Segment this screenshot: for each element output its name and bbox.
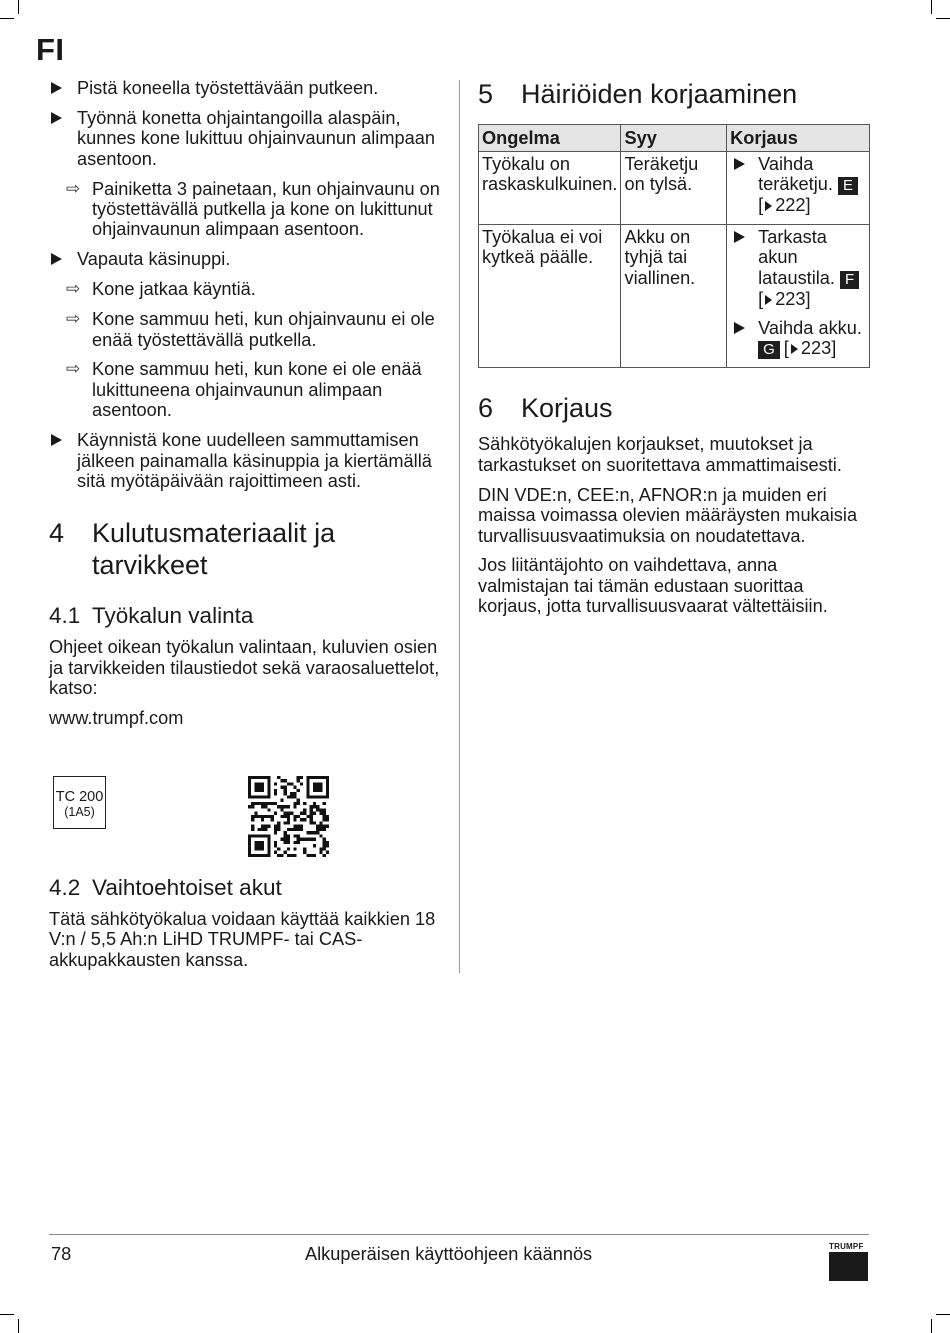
trumpf-logo xyxy=(829,1242,868,1281)
website-link[interactable]: www.trumpf.com xyxy=(49,708,184,729)
triangle-right-icon xyxy=(51,82,62,94)
step-text: Kone sammuu heti, kun kone ei ole enää lukittuneena ohjainvaunun alimpaan asentoon. xyxy=(92,359,422,421)
page-ref-icon xyxy=(791,344,798,354)
section-title: Vaihtoehtoiset akut xyxy=(92,875,282,900)
crop-mark xyxy=(931,1319,932,1333)
step-text: Kone jatkaa käyntiä. xyxy=(92,279,256,300)
column-header: Ongelma xyxy=(479,125,621,152)
section-6-body xyxy=(478,434,870,616)
fix-step xyxy=(730,154,866,216)
problem-cell: Työkalua ei voi kytkeä päälle. xyxy=(479,224,621,368)
section-5-heading xyxy=(478,78,870,110)
crop-mark xyxy=(18,1319,19,1333)
fix-cell xyxy=(727,224,870,368)
result-item xyxy=(49,359,444,420)
fix-text: Vaihda teräketju. xyxy=(758,154,833,195)
page-ref-number: 223 xyxy=(800,338,832,359)
section-title: Kulutusmateriaalit ja tarvikkeet xyxy=(92,518,336,581)
column-header: Korjaus xyxy=(727,125,870,152)
section-4-2-heading xyxy=(49,875,444,901)
triangle-right-icon xyxy=(51,112,62,124)
section-4-1-heading xyxy=(49,603,444,629)
section-6-heading xyxy=(478,392,870,424)
left-column-lower xyxy=(49,875,444,980)
page-reference[interactable]: [ 223] xyxy=(758,288,811,309)
logo-block xyxy=(829,1252,868,1281)
page-ref-number: 223 xyxy=(775,288,806,309)
outline-arrow-right-icon: ⇨ xyxy=(66,279,81,299)
result-item xyxy=(49,309,444,350)
table-header-row xyxy=(479,125,870,152)
crop-mark xyxy=(936,18,950,19)
fix-cell xyxy=(727,152,870,225)
section-4-2-text: Tätä sähkötyökalua voidaan käyttää kaikkien 18 V:n / 5,5 Ah:n LiHD TRUMPF- tai CAS-akkupakkausten kanssa. xyxy=(49,909,436,970)
step-text: Painiketta 3 painetaan, kun ohjainvaunu on työstettävällä putkella ja kone on lukittunut ohjainvaunun alimpaan asentoon. xyxy=(92,178,440,240)
instruction-steps xyxy=(49,78,444,491)
model-name: TC 200 xyxy=(55,789,104,805)
action-step xyxy=(49,430,444,491)
crop-mark xyxy=(0,1314,14,1315)
section-title: Työkalun valinta xyxy=(92,603,254,629)
crop-mark xyxy=(936,1314,950,1315)
section-number: 4.1 xyxy=(49,603,81,629)
fix-step xyxy=(730,227,866,309)
left-column xyxy=(49,78,444,738)
paragraph: Jos liitäntäjohto on vaihdettava, anna valmistajan tai tämän edustaan suorittaa korjaus, jotta turvallisuusvaarat vältettäisiin. xyxy=(478,555,828,617)
triangle-right-icon xyxy=(51,434,62,446)
page-number: 78 xyxy=(51,1244,72,1264)
problem-cell: Työkalu on raskaskulkuinen. xyxy=(479,152,621,225)
section-4-1-text: Ohjeet oikean työkalun valintaan, kuluvien osien ja tarvikkeiden tilaustiedot sekä varaosaluettelot, katso: xyxy=(49,637,440,699)
page-ref-icon xyxy=(765,295,772,305)
section-4-heading xyxy=(49,517,444,581)
fix-text: Vaihda akku. xyxy=(758,318,862,339)
triangle-right-icon xyxy=(734,158,745,170)
fix-step xyxy=(730,318,866,359)
cause-cell: Akku on tyhjä tai viallinen. xyxy=(621,224,727,368)
action-step xyxy=(49,249,444,269)
paragraph: DIN VDE:n, CEE:n, AFNOR:n ja muiden eri maissa voimassa olevien määräysten mukaisia turvallisuusvaatimuksia on noudatettava. xyxy=(478,484,858,546)
action-step xyxy=(49,78,444,98)
table-row xyxy=(479,152,870,225)
section-number: 4 xyxy=(49,518,65,549)
right-column xyxy=(478,78,870,626)
figure-badge: E xyxy=(838,177,858,195)
column-header: Syy xyxy=(621,125,727,152)
column-divider xyxy=(459,80,460,973)
triangle-right-icon xyxy=(734,322,745,334)
triangle-right-icon xyxy=(51,253,62,265)
section-number: 5 xyxy=(478,79,494,109)
section-title: Korjaus xyxy=(521,393,613,424)
result-item xyxy=(49,279,444,299)
step-text: Työnnä konetta ohjaintangoilla alaspäin, kunnes kone lukittuu ohjainvaunun alimpaan asentoon. xyxy=(77,107,435,169)
crop-mark xyxy=(0,18,14,19)
section-number: 6 xyxy=(478,393,494,424)
model-label xyxy=(53,776,106,829)
page-ref-number: 222 xyxy=(775,195,806,216)
qr-code-icon[interactable] xyxy=(248,776,329,857)
section-title: Häiriöiden korjaaminen xyxy=(521,79,798,109)
action-step xyxy=(49,108,444,169)
figure-badge: F xyxy=(840,271,859,289)
page-reference[interactable]: [ 222] xyxy=(758,195,811,216)
section-number: 4.2 xyxy=(49,875,81,900)
logo-text: TRUMPF xyxy=(829,1242,864,1251)
step-text: Käynnistä kone uudelleen sammuttamisen jälkeen painamalla käsinuppia ja kiertämällä sitä myötäpäivään rajoittimeen asti. xyxy=(77,430,432,491)
triangle-right-icon xyxy=(734,231,745,243)
outline-arrow-right-icon: ⇨ xyxy=(66,309,81,329)
fix-text: Tarkasta akun lataustila. xyxy=(758,226,835,288)
troubleshooting-table xyxy=(478,124,870,368)
language-code: FI xyxy=(36,32,65,67)
cause-cell: Teräketju on tylsä. xyxy=(621,152,727,225)
step-text: Kone sammuu heti, kun ohjainvaunu ei ole enää työstettävällä putkella. xyxy=(92,309,435,350)
outline-arrow-right-icon: ⇨ xyxy=(66,178,81,198)
outline-arrow-right-icon: ⇨ xyxy=(66,359,81,379)
footer-divider xyxy=(49,1234,869,1235)
crop-mark xyxy=(18,0,19,14)
page-reference[interactable]: [ 223] xyxy=(783,338,837,359)
step-text: Vapauta käsinuppi. xyxy=(77,249,231,270)
step-text: Pistä koneella työstettävään putkeen. xyxy=(77,78,379,98)
paragraph: Sähkötyökalujen korjaukset, muutokset ja tarkastukset on suoritettava ammattimaisesti. xyxy=(478,434,842,475)
page-ref-icon xyxy=(765,201,772,211)
crop-mark xyxy=(931,0,932,14)
footer-title: Alkuperäisen käyttöohjeen käännös xyxy=(305,1244,593,1264)
table-row xyxy=(479,224,870,368)
model-code: (1A5) xyxy=(64,805,95,819)
result-item xyxy=(49,179,444,240)
figure-badge: G xyxy=(758,341,780,359)
